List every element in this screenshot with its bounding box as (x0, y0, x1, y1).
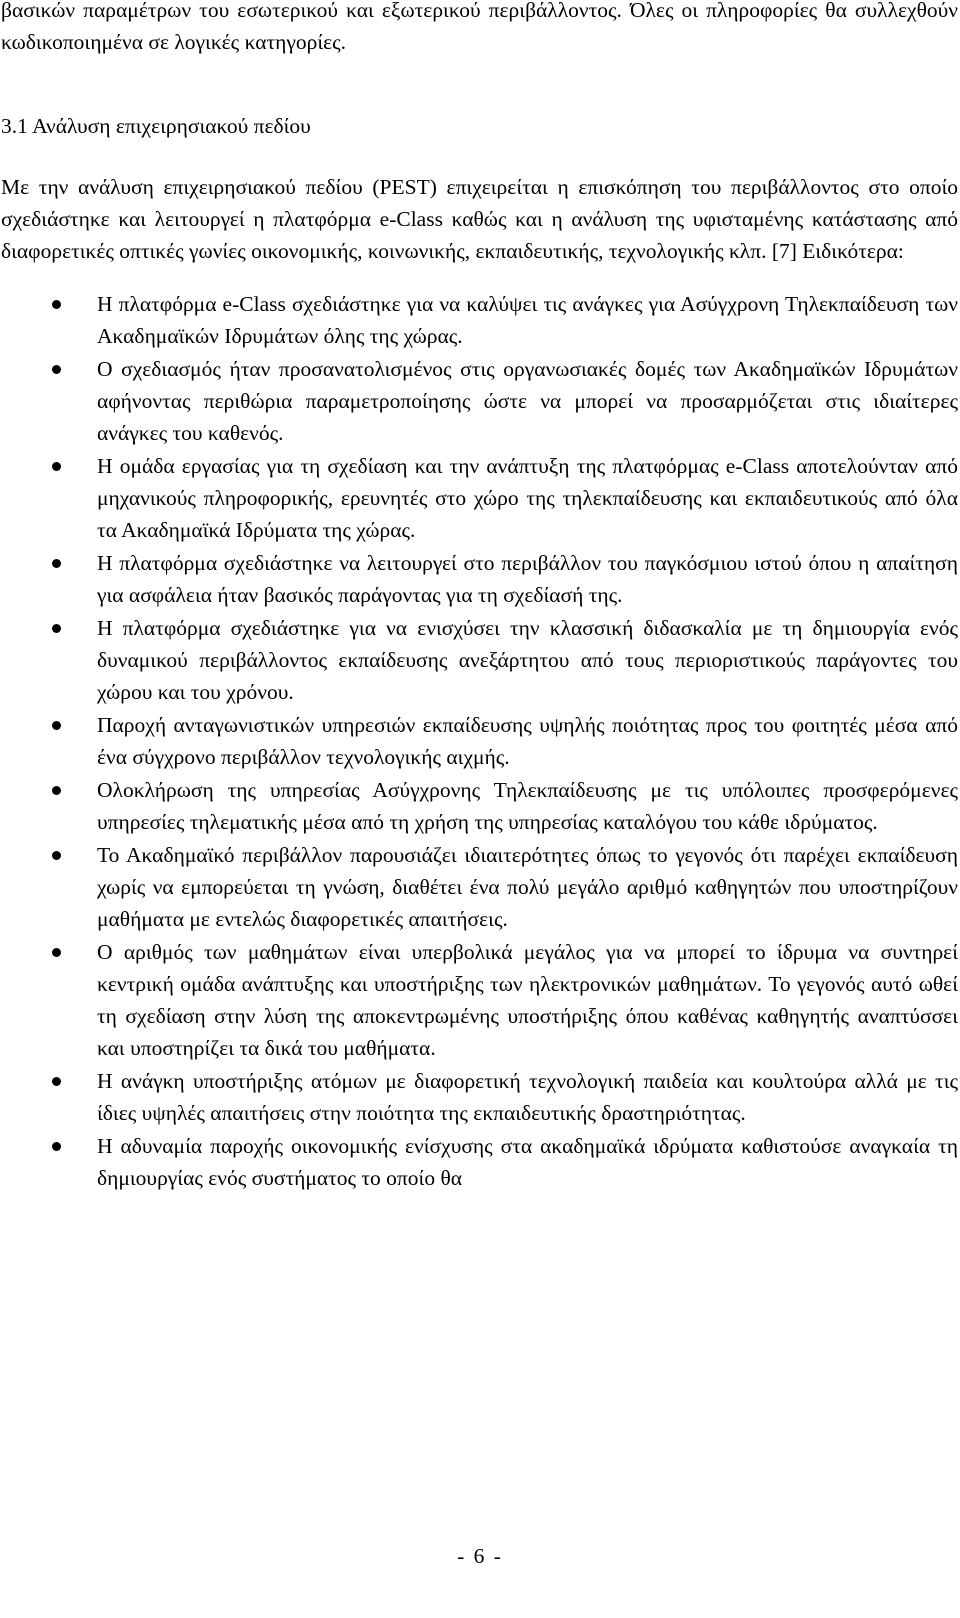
list-item (1, 547, 958, 611)
bullet-icon (52, 559, 61, 568)
page-content (1, 0, 958, 1195)
list-item (1, 450, 958, 546)
bullet-icon (52, 721, 61, 730)
list-item-text: Ο σχεδιασμός ήταν προσανατολισμένος στις οργανωσιακές δομές των Ακαδημαϊκών Ιδρυμάτων αφήνοντας περιθώρια παραμετροποίησης ώστε να μπορεί να προσαρμόζεται στις ιδιαίτερες ανάγκες του καθενός. (97, 357, 958, 445)
list-item-text: Η αδυναμία παροχής οικονομικής ενίσχυσης στα ακαδημαϊκά ιδρύματα καθιστούσε αναγκαία τη δημιουργίας ενός συστήματος το οποίο θα (97, 1134, 958, 1190)
bullet-icon (52, 851, 61, 860)
list-item (1, 774, 958, 838)
bullet-list (1, 288, 958, 1194)
list-item-text: Ολοκλήρωση της υπηρεσίας Ασύγχρονης Τηλεκπαίδευσης με τις υπόλοιπες προσφερόμενες υπηρεσίες τηλεματικής μέσα από τη χρήση της υπηρεσίας καταλόγου του κάθε ιδρύματος. (97, 778, 958, 834)
bullet-icon (52, 462, 61, 471)
bullet-icon (52, 786, 61, 795)
list-item-text: Το Ακαδημαϊκό περιβάλλον παρουσιάζει ιδιαιτερότητες όπως το γεγονός ότι παρέχει εκπαίδευση χωρίς να εμπορεύεται τη γνώση, διαθέτει ένα πολύ μεγάλο αριθμό καθηγητών που υποστηρίζουν μαθήματα με εντελώς διαφορετικές απαιτήσεις. (97, 843, 958, 931)
intro-paragraph: βασικών παραμέτρων του εσωτερικού και εξωτερικού περιβάλλοντος. Όλες οι πληροφορίες θα συλλεχθούν κωδικοποιημένα σε λογικές κατηγορίες. (1, 0, 958, 54)
list-item-text: Η πλατφόρμα e-Class σχεδιάστηκε για να καλύψει τις ανάγκες για Ασύγχρονη Τηλεκπαίδευση των Ακαδημαϊκών Ιδρυμάτων όλης της χώρας. (97, 292, 958, 348)
list-item-text: Η ανάγκη υποστήριξης ατόμων με διαφορετική τεχνολογική παιδεία και κουλτούρα αλλά με τις ίδιες υψηλές απαιτήσεις στην ποιότητα της εκπαιδευτικής δραστηριότητας. (97, 1069, 958, 1125)
list-item (1, 1130, 958, 1194)
list-item (1, 709, 958, 773)
list-item (1, 936, 958, 1064)
list-item (1, 288, 958, 352)
list-item-text: Η πλατφόρμα σχεδιάστηκε να λειτουργεί στο περιβάλλον του παγκόσμιου ιστού όπου η απαίτηση για ασφάλεια ήταν βασικός παράγοντας για τη σχεδίασή της. (97, 551, 958, 607)
list-item (1, 353, 958, 449)
list-item-text: Ο αριθμός των μαθημάτων είναι υπερβολικά μεγάλος για να μπορεί το ίδρυμα να συντηρεί κεντρική ομάδα ανάπτυξης και υποστήριξης των ηλεκτρονικών μαθημάτων. Το γεγονός αυτό ωθεί τη σχεδίαση στην λύση της αποκεντρωμένης υποστήριξης όπου καθένας καθηγητής αναπτύσσει και υποστηρίζει τα δικά του μαθήματα. (97, 940, 958, 1060)
list-item (1, 839, 958, 935)
bullet-icon (52, 624, 61, 633)
list-item-text: Παροχή ανταγωνιστικών υπηρεσιών εκπαίδευσης υψηλής ποιότητας προς του φοιτητές μέσα από ένα σύγχρονο περιβάλλον τεχνολογικής αιχμής. (97, 713, 958, 769)
list-item (1, 1065, 958, 1129)
list-item (1, 612, 958, 708)
section-paragraph: Με την ανάλυση επιχειρησιακού πεδίου (PEST) επιχειρείται η επισκόπηση του περιβάλλοντος στο οποίο σχεδιάστηκε και λειτουργεί η πλατφόρμα e-Class καθώς και η ανάλυση της υφισταμένης κατάστασης από διαφορετικές οπτικές γωνίες οικονομικής, κοινωνικής, εκπαιδευτικής, τεχνολογικής κλπ. [7] Ειδικότερα: (1, 175, 958, 263)
bullet-icon (52, 1142, 61, 1151)
page-number: - 6 - (457, 1544, 503, 1568)
section-heading: 3.1 Ανάλυση επιχειρησιακού πεδίου (1, 114, 311, 138)
list-item-text: Η πλατφόρμα σχεδιάστηκε για να ενισχύσει την κλασσική διδασκαλία με τη δημιουργία ενός δυναμικού περιβάλλοντος εκπαίδευσης ανεξάρτητου από τους περιοριστικούς παράγοντες του χώρου και του χρόνου. (97, 616, 958, 704)
bullet-icon (52, 948, 61, 957)
bullet-icon (52, 365, 61, 374)
bullet-icon (52, 1077, 61, 1086)
bullet-icon (52, 300, 61, 309)
list-item-text: Η ομάδα εργασίας για τη σχεδίαση και την ανάπτυξη της πλατφόρμας e-Class αποτελούνταν από μηχανικούς πληροφορικής, ερευνητές στο χώρο της τηλεκπαίδευσης και εκπαιδευτικούς από όλα τα Ακαδημαϊκά Ιδρύματα της χώρας. (97, 454, 958, 542)
